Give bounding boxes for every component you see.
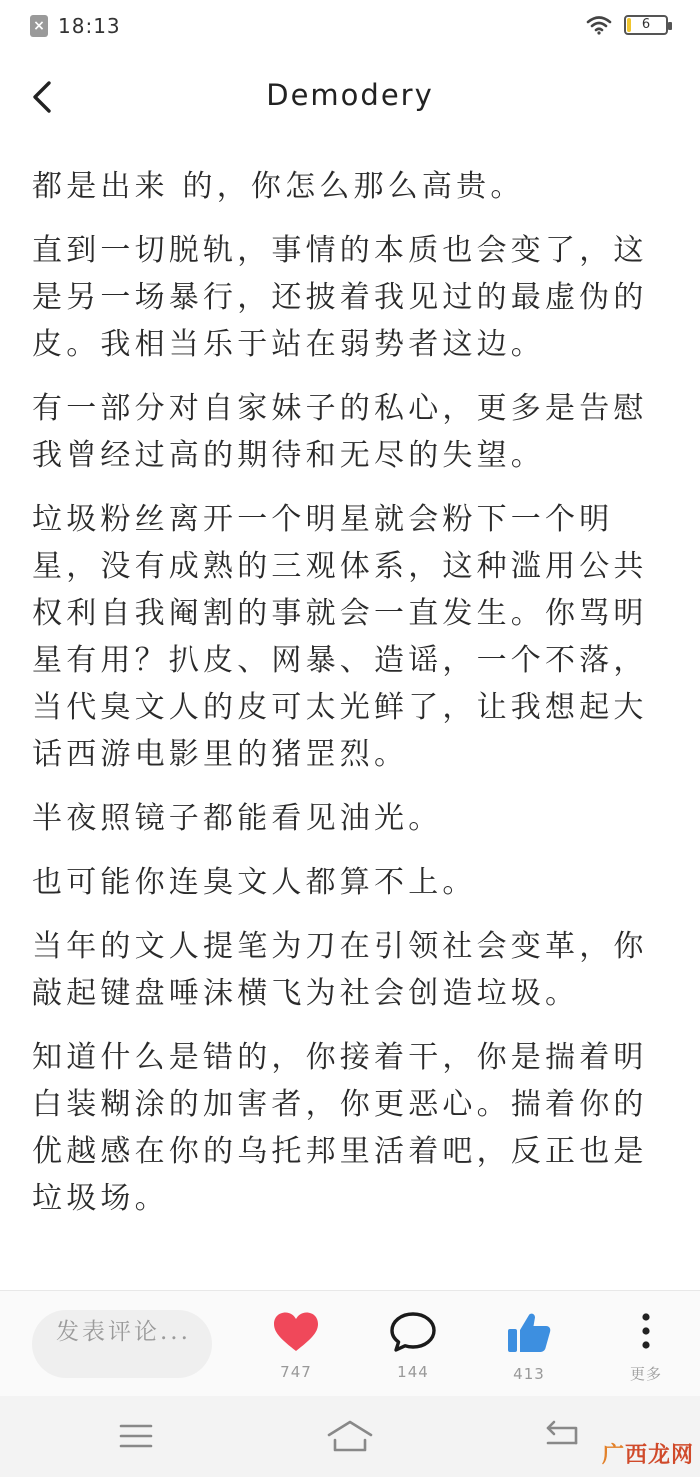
thumbs-up-icon bbox=[505, 1311, 553, 1355]
article-body bbox=[32, 163, 672, 1239]
status-right bbox=[586, 15, 668, 35]
article-paragraph: 知道什么是错的，你接着干，你是揣着明白装糊涂的加害者，你更恶心。揣着你的优越感在你的乌托邦里活着吧，反正也是垃圾场。 bbox=[32, 1040, 648, 1216]
status-left bbox=[30, 14, 121, 38]
comment-button[interactable] bbox=[373, 1311, 453, 1381]
menu-nav-button[interactable] bbox=[106, 1416, 166, 1456]
comment-count: 144 bbox=[397, 1363, 429, 1381]
speech-bubble-icon bbox=[389, 1311, 437, 1353]
heart-icon bbox=[272, 1311, 320, 1353]
comment-input[interactable]: 发表评论... bbox=[32, 1310, 212, 1378]
header bbox=[0, 60, 700, 136]
action-bar bbox=[0, 1290, 700, 1396]
vertical-dots-icon bbox=[622, 1311, 670, 1353]
article-paragraph: 也可能你连臭文人都算不上。 bbox=[32, 865, 477, 900]
site-watermark bbox=[602, 1438, 694, 1469]
home-nav-button[interactable] bbox=[320, 1416, 380, 1456]
more-button[interactable] bbox=[606, 1311, 686, 1384]
status-bar bbox=[0, 0, 700, 54]
article-paragraph: 直到一切脱轨，事情的本质也会变了，这是另一场暴行，还披着我见过的最虚伪的皮。我相当乐于站在弱势者这边。 bbox=[32, 233, 648, 362]
watermark-text: 西龙网 bbox=[624, 1443, 694, 1468]
back-icon bbox=[542, 1419, 582, 1453]
battery-icon bbox=[624, 15, 668, 35]
back-nav-button[interactable] bbox=[532, 1416, 592, 1456]
article-paragraph: 有一部分对自家妹子的私心，更多是告慰我曾经过高的期待和无尽的失望。 bbox=[32, 391, 648, 473]
home-icon bbox=[325, 1419, 375, 1453]
article-paragraph: 都是出来 的，你怎么那么高贵。 bbox=[32, 169, 525, 204]
like-count: 747 bbox=[280, 1363, 312, 1381]
system-nav-bar bbox=[0, 1396, 700, 1477]
page-title: Demodery bbox=[266, 78, 434, 112]
x-notification-icon: × bbox=[30, 15, 48, 37]
battery-level: 6 bbox=[641, 17, 651, 32]
article-paragraph: 垃圾粉丝离开一个明星就会粉下一个明星，没有成熟的三观体系，这种滥用公共权利自我阉割的事就会一直发生。你骂明星有用？扒皮、网暴、造谣，一个不落，当代臭文人的皮可太光鲜了，让我想起大话西游电影里的猪罡烈。 bbox=[32, 502, 648, 772]
status-time: 18:13 bbox=[58, 14, 121, 38]
wifi-icon bbox=[586, 15, 612, 35]
thumbs-up-button[interactable] bbox=[489, 1311, 569, 1383]
menu-icon bbox=[118, 1421, 154, 1451]
article-paragraph: 当年的文人提笔为刀在引领社会变革，你敲起键盘唾沫横飞为社会创造垃圾。 bbox=[32, 929, 648, 1011]
watermark-mark: 广 bbox=[601, 1443, 625, 1468]
like-button[interactable] bbox=[256, 1311, 336, 1381]
thumbs-up-count: 413 bbox=[513, 1365, 545, 1383]
article-paragraph: 半夜照镜子都能看见油光。 bbox=[32, 801, 443, 836]
more-label: 更多 bbox=[629, 1365, 662, 1383]
